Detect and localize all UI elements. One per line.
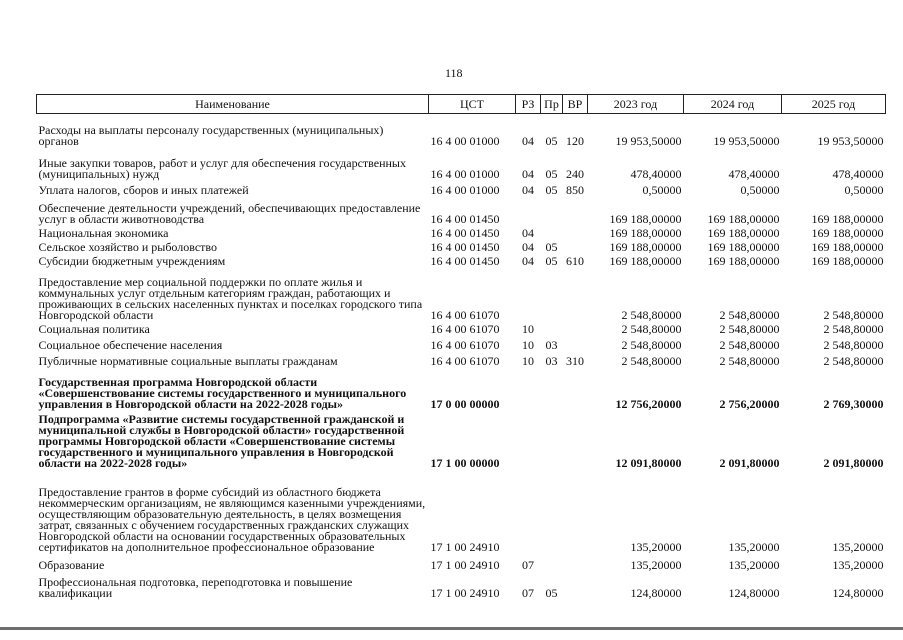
table-row: [37, 571, 886, 599]
row-amount-2023: 124,80000: [630, 585, 682, 600]
table-row: [37, 196, 886, 225]
row-vr: [563, 410, 588, 469]
row-amount-2025: 478,40000: [832, 166, 884, 181]
row-rz: 10: [522, 337, 534, 352]
header-2025: 2025 год: [782, 95, 886, 114]
row-name: Обеспечение деятельности учреждений, обеспечивающих предоставление услуг в области животноводства: [38, 200, 421, 226]
row-vr: 610: [566, 253, 584, 268]
row-rz: 04: [522, 253, 534, 268]
row-amount-2024: 135,20000: [728, 539, 780, 554]
row-name: Государственная программа Новгородской области «Совершенствование системы государственного и муниципального управления в Новгородской области на 2022-2028 годы»: [38, 374, 407, 411]
table-row: [37, 147, 886, 180]
row-amount-2023: 135,20000: [630, 557, 682, 572]
row-amount-2023: 478,40000: [630, 166, 682, 181]
row-name: Субсидии бюджетным учреждениям: [38, 253, 226, 268]
table-row: [37, 367, 886, 410]
row-pr: [541, 225, 563, 239]
row-cst: 16 4 00 01000: [430, 133, 500, 148]
row-vr: [563, 239, 588, 253]
row-amount-2024: 2 548,80000: [719, 337, 780, 352]
header-2024: 2024 год: [684, 95, 782, 114]
row-pr: [541, 410, 563, 469]
row-pr: 05: [545, 182, 558, 197]
header-name: Наименование: [37, 95, 429, 114]
row-amount-2024: 2 548,80000: [719, 353, 780, 368]
row-amount-2025: 2 548,80000: [823, 337, 884, 352]
table-row: [37, 553, 886, 571]
row-pr: [541, 469, 563, 553]
row-vr: [563, 553, 588, 571]
header-vr: ВР: [563, 95, 588, 114]
row-amount-2023: 2 548,80000: [621, 321, 682, 336]
row-cst: 16 4 00 01000: [430, 182, 500, 197]
row-rz: [516, 367, 541, 410]
row-pr: 03: [545, 353, 558, 368]
row-amount-2025: 169 188,00000: [811, 225, 884, 240]
row-cst: 17 0 00 00000: [430, 396, 500, 411]
row-pr: [541, 553, 563, 571]
row-cst: 16 4 00 61070: [430, 321, 500, 336]
row-amount-2025: 169 188,00000: [811, 239, 884, 254]
row-name: Предоставление мер социальной поддержки по оплате жилья и коммунальных услуг отдельным категориям граждан, работающих и проживающих в сельских населенных пунктах и поселках городского типа Новгородской области: [38, 274, 423, 322]
row-cst: 17 1 00 00000: [430, 455, 500, 470]
budget-table: [36, 94, 886, 599]
row-rz: 04: [522, 239, 534, 254]
row-pr: 05: [545, 166, 558, 181]
row-amount-2023: 169 188,00000: [609, 253, 682, 268]
row-amount-2025: 135,20000: [832, 557, 884, 572]
row-rz: 04: [522, 182, 534, 197]
row-amount-2024: 0,50000: [740, 182, 780, 197]
table-row: [37, 351, 886, 367]
row-pr: 03: [545, 337, 558, 352]
row-cst: 16 4 00 01450: [430, 239, 500, 254]
row-name: Национальная экономика: [38, 225, 169, 240]
row-amount-2023: 12 756,20000: [615, 396, 682, 411]
row-cst: 16 4 00 61070: [430, 307, 500, 322]
row-amount-2025: 169 188,00000: [811, 211, 884, 226]
row-name: Сельское хозяйство и рыболовство: [38, 239, 218, 254]
row-pr: [541, 321, 563, 335]
row-amount-2024: 169 188,00000: [707, 239, 780, 254]
row-rz: 10: [522, 353, 534, 368]
row-amount-2024: 478,40000: [728, 166, 780, 181]
table-row: [37, 267, 886, 321]
row-rz: 10: [522, 321, 534, 336]
table-row: [37, 180, 886, 196]
row-amount-2025: 124,80000: [832, 585, 884, 600]
row-amount-2025: 2 769,30000: [823, 396, 884, 411]
row-name: Уплата налогов, сборов и иных платежей: [38, 182, 249, 197]
row-amount-2023: 169 188,00000: [609, 225, 682, 240]
row-name: Профессиональная подготовка, переподготовка и повышение квалификации: [38, 574, 353, 600]
row-cst: 16 4 00 01450: [430, 253, 500, 268]
header-cst: ЦСТ: [429, 95, 516, 114]
row-vr: [563, 367, 588, 410]
row-amount-2024: 2 091,80000: [719, 455, 780, 470]
row-cst: 16 4 00 01450: [430, 225, 500, 240]
row-pr: [541, 267, 563, 321]
header-rz: РЗ: [516, 95, 541, 114]
row-amount-2023: 0,50000: [642, 182, 682, 197]
scan-edge-line: [0, 627, 903, 630]
row-name: Расходы на выплаты персоналу государственных (муниципальных) органов: [38, 122, 384, 148]
row-name: Социальное обеспечение населения: [38, 337, 223, 352]
row-rz: 04: [522, 166, 534, 181]
table-row: [37, 321, 886, 335]
row-amount-2023: 2 548,80000: [621, 337, 682, 352]
row-amount-2024: 124,80000: [728, 585, 780, 600]
row-amount-2025: 2 548,80000: [823, 353, 884, 368]
row-amount-2025: 0,50000: [844, 182, 884, 197]
table-row: [37, 239, 886, 253]
row-amount-2023: 12 091,80000: [615, 455, 682, 470]
row-amount-2025: 19 953,50000: [817, 133, 884, 148]
table-row: [37, 410, 886, 469]
row-amount-2024: 169 188,00000: [707, 225, 780, 240]
row-cst: 16 4 00 01450: [430, 211, 500, 226]
row-cst: 16 4 00 61070: [430, 337, 500, 352]
row-pr: [541, 367, 563, 410]
row-amount-2024: 135,20000: [728, 557, 780, 572]
row-name: Образование: [38, 557, 105, 572]
row-amount-2025: 2 548,80000: [823, 307, 884, 322]
row-pr: 05: [545, 239, 558, 254]
table-row: [37, 225, 886, 239]
row-rz: [516, 196, 541, 225]
row-vr: [563, 225, 588, 239]
header-2023: 2023 год: [588, 95, 684, 114]
row-vr: 120: [566, 133, 584, 148]
row-rz: 07: [522, 557, 534, 572]
row-vr: [563, 267, 588, 321]
row-pr: [541, 196, 563, 225]
row-amount-2023: 19 953,50000: [615, 133, 682, 148]
row-name: Иные закупки товаров, работ и услуг для обеспечения государственных (муниципальных) нужд: [38, 155, 406, 181]
row-rz: 07: [522, 585, 534, 600]
row-name: Социальная политика: [38, 321, 150, 336]
row-amount-2024: 2 548,80000: [719, 321, 780, 336]
row-cst: 16 4 00 61070: [430, 353, 500, 368]
row-name: Предоставление грантов в форме субсидий из областного бюджета некоммерческим организациям, не являющимся казенными учреждениями, осуществляющим образовательную деятельность, в целях возмещения затрат, связанных с обучением государственных гражданских служащих Новгородской области на основании государственных образовательных сертификатов на дополнительное профессиональное образование: [38, 484, 426, 554]
row-amount-2024: 2 756,20000: [719, 396, 780, 411]
row-amount-2025: 169 188,00000: [811, 253, 884, 268]
row-cst: 17 1 00 24910: [430, 585, 500, 600]
row-amount-2025: 135,20000: [832, 539, 884, 554]
row-rz: [516, 410, 541, 469]
row-cst: 17 1 00 24910: [430, 557, 500, 572]
table-header-row: [37, 95, 886, 114]
row-amount-2023: 2 548,80000: [621, 353, 682, 368]
row-amount-2025: 2 091,80000: [823, 455, 884, 470]
row-amount-2024: 19 953,50000: [713, 133, 780, 148]
table-row: [37, 114, 886, 147]
table-row: [37, 253, 886, 267]
row-cst: 17 1 00 24910: [430, 539, 500, 554]
row-vr: [563, 321, 588, 335]
table-row: [37, 335, 886, 351]
row-amount-2023: 2 548,80000: [621, 307, 682, 322]
row-name: Публичные нормативные социальные выплаты гражданам: [38, 353, 338, 368]
row-rz: 04: [522, 133, 534, 148]
row-vr: [563, 196, 588, 225]
row-vr: [563, 571, 588, 599]
row-rz: [516, 267, 541, 321]
row-amount-2023: 135,20000: [630, 539, 682, 554]
row-rz: [516, 469, 541, 553]
row-rz: 04: [522, 225, 534, 240]
row-vr: 310: [566, 353, 584, 368]
table-row: [37, 469, 886, 553]
row-pr: 05: [545, 133, 558, 148]
row-pr: 05: [545, 585, 558, 600]
page-number: 118: [445, 66, 463, 80]
header-pr: Пр: [541, 95, 563, 114]
row-amount-2024: 2 548,80000: [719, 307, 780, 322]
row-amount-2024: 169 188,00000: [707, 211, 780, 226]
row-vr: 240: [566, 166, 584, 181]
row-amount-2023: 169 188,00000: [609, 239, 682, 254]
row-cst: 16 4 00 01000: [430, 166, 500, 181]
row-amount-2024: 169 188,00000: [707, 253, 780, 268]
row-name: Подпрограмма «Развитие системы государственной гражданской и муниципальной службы в Новгородской области» государственной программы Новгородской области «Совершенствование системы государственного и муниципального управления в Новгородской области на 2022-2028 годы»: [38, 411, 405, 470]
row-vr: [563, 335, 588, 351]
row-pr: 05: [545, 253, 558, 268]
row-amount-2025: 2 548,80000: [823, 321, 884, 336]
row-vr: 850: [566, 182, 584, 197]
row-vr: [563, 469, 588, 553]
row-amount-2023: 169 188,00000: [609, 211, 682, 226]
